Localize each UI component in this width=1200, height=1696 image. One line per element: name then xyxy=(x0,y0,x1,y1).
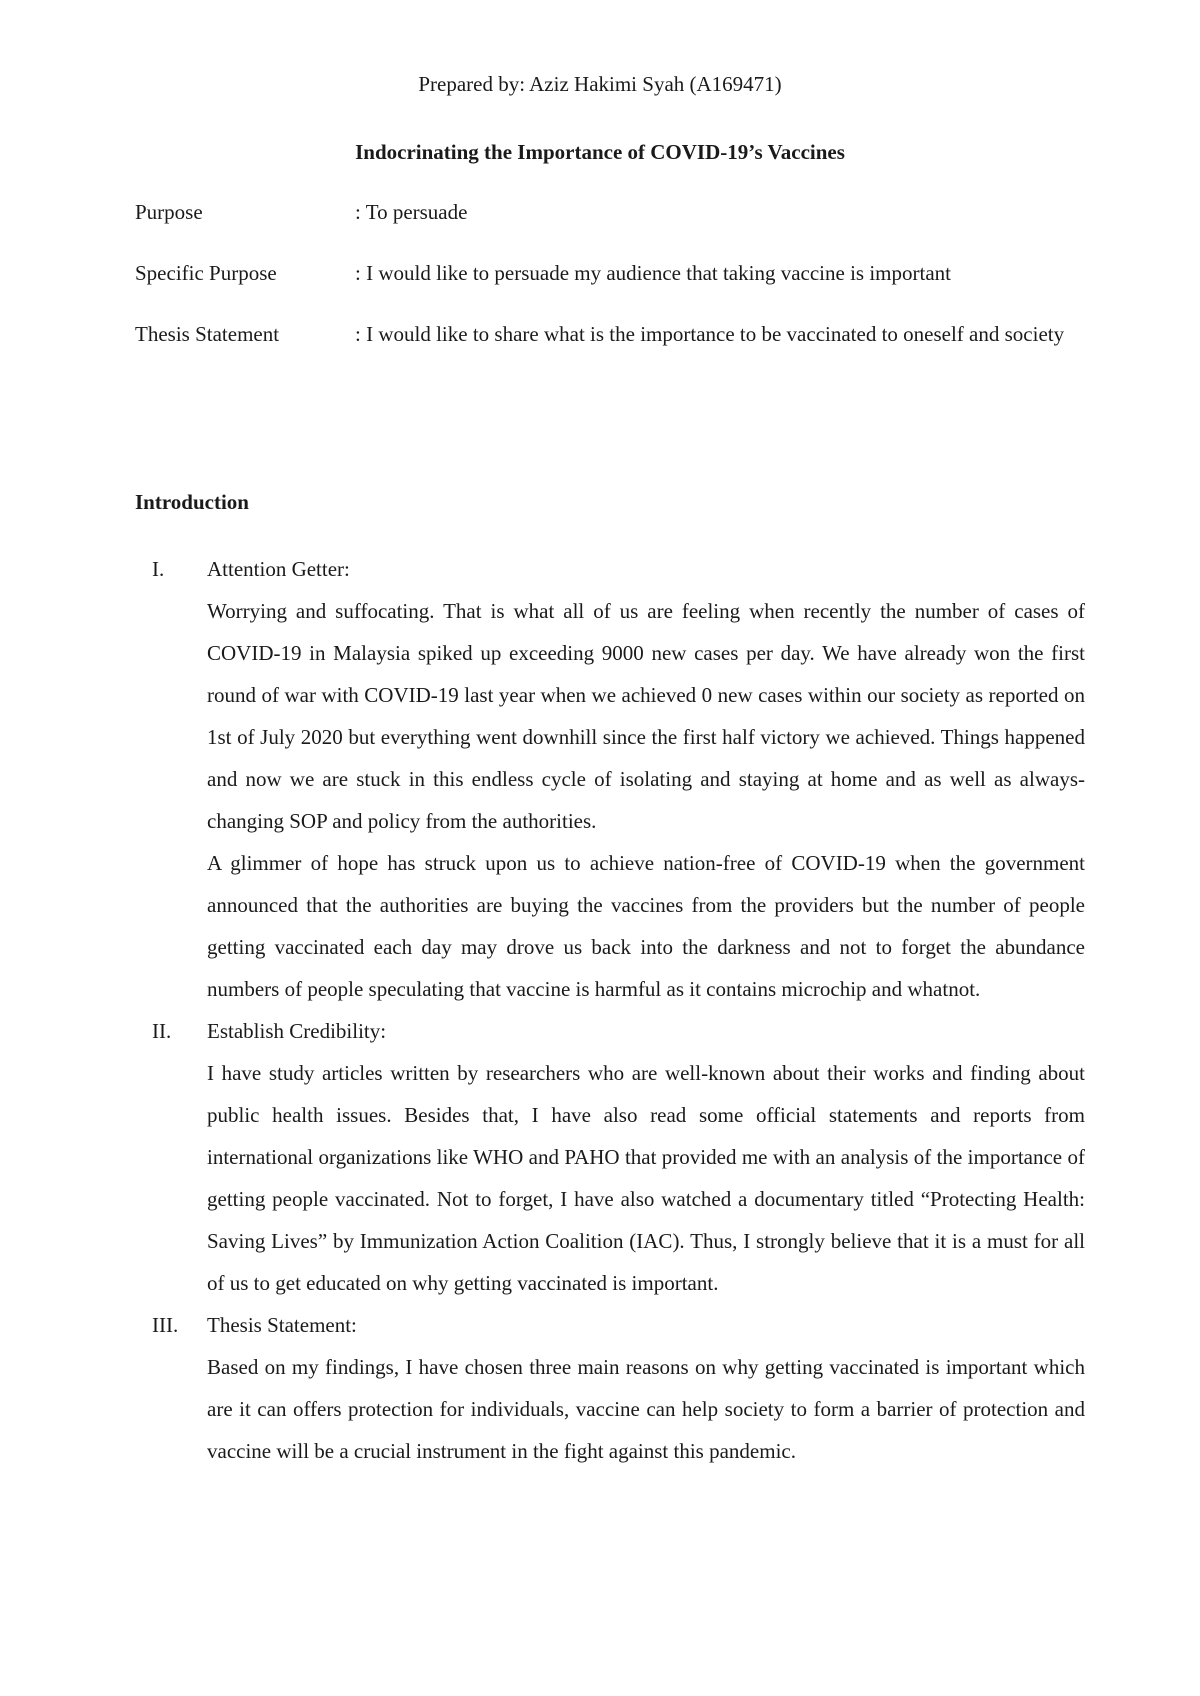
introduction-outline xyxy=(135,548,1085,1472)
purpose-value: : To persuade xyxy=(355,200,468,224)
outline-numeral: III. xyxy=(152,1313,179,1337)
outline-paragraph: A glimmer of hope has struck upon us to achieve nation-free of COVID-19 when the government announced that the authorities are buying the vaccines from the providers but the number of people getting vaccinated each day may drove us back into the darkness and not to forget the abundance numbers of people speculating that vaccine is harmful as it contains microchip and whatnot. xyxy=(207,851,1085,1001)
outline-item-label: Establish Credibility: xyxy=(207,1019,387,1043)
outline-item-establish-credibility xyxy=(135,1010,1085,1304)
outline-item-attention-getter xyxy=(135,548,1085,1010)
document-title: Indocrinating the Importance of COVID-19’s Vaccines xyxy=(355,140,845,164)
outline-numeral: II. xyxy=(152,1019,172,1043)
outline-numeral: I. xyxy=(152,557,165,581)
outline-item-label: Attention Getter: xyxy=(207,557,350,581)
outline-item-thesis-statement xyxy=(135,1304,1085,1472)
thesis-statement-value: : I would like to share what is the importance to be vaccinated to oneself and society xyxy=(355,322,1065,346)
introduction-heading: Introduction xyxy=(135,490,249,514)
outline-paragraph: Worrying and suffocating. That is what all of us are feeling when recently the number of cases of COVID-19 in Malaysia spiked up exceeding 9000 new cases per day. We have already won the first round of war with COVID-19 last year when we achieved 0 new cases within our society as reported on 1st of July 2020 but everything went downhill since the first half victory we achieved. Things happened and now we are stuck in this endless cycle of isolating and staying at home and as well as always-changing SOP and policy from the authorities. xyxy=(207,599,1085,833)
outline-paragraph: Based on my findings, I have chosen three main reasons on why getting vaccinated is important which are it can offers protection for individuals, vaccine can help society to form a barrier of protection and vaccine will be a crucial instrument in the fight against this pandemic. xyxy=(207,1355,1085,1463)
prepared-by-line: Prepared by: Aziz Hakimi Syah (A169471) xyxy=(418,72,782,96)
thesis-statement-label: Thesis Statement xyxy=(135,322,280,346)
purpose-label: Purpose xyxy=(135,200,203,224)
outline-item-label: Thesis Statement: xyxy=(207,1313,357,1337)
specific-purpose-label: Specific Purpose xyxy=(135,261,277,285)
outline-paragraph: I have study articles written by researchers who are well-known about their works and finding about public health issues. Besides that, I have also read some official statements and reports from international organizations like WHO and PAHO that provided me with an analysis of the importance of getting people vaccinated. Not to forget, I have also watched a documentary titled “Protecting Health: Saving Lives” by Immunization Action Coalition (IAC). Thus, I strongly believe that it is a must for all of us to get educated on why getting vaccinated is important. xyxy=(207,1061,1085,1295)
specific-purpose-value: : I would like to persuade my audience that taking vaccine is important xyxy=(355,261,951,285)
